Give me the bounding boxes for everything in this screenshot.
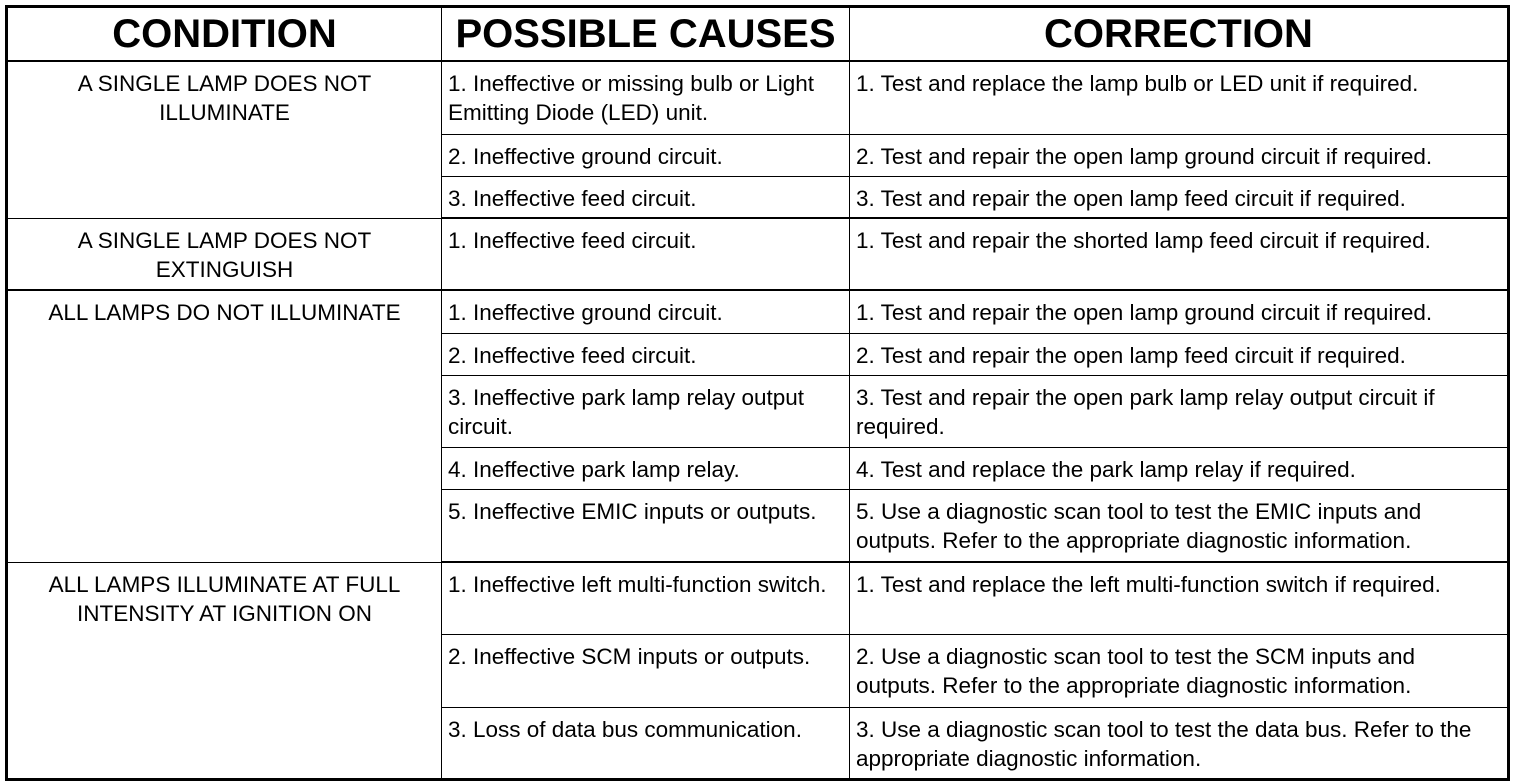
header-condition: CONDITION — [7, 7, 442, 62]
cause-cell: 1. Ineffective left multi-function switch. — [442, 562, 850, 634]
cause-cell: 2. Ineffective ground circuit. — [442, 134, 850, 176]
cause-cell: 1. Ineffective feed circuit. — [442, 218, 850, 290]
header-row — [7, 7, 1509, 62]
cause-cell: 4. Ineffective park lamp relay. — [442, 447, 850, 489]
table-row — [7, 61, 1509, 134]
condition-cell: A SINGLE LAMP DOES NOT EXTINGUISH — [7, 218, 442, 290]
cause-cell: 5. Ineffective EMIC inputs or outputs. — [442, 489, 850, 562]
correction-cell: 1. Test and replace the left multi-function switch if required. — [850, 562, 1509, 634]
correction-cell: 5. Use a diagnostic scan tool to test the EMIC inputs and outputs. Refer to the appropriate diagnostic information. — [850, 489, 1509, 562]
correction-cell: 2. Test and repair the open lamp ground circuit if required. — [850, 134, 1509, 176]
condition-cell: A SINGLE LAMP DOES NOT ILLUMINATE — [7, 61, 442, 218]
condition-cell: ALL LAMPS ILLUMINATE AT FULL INTENSITY AT IGNITION ON — [7, 562, 442, 779]
correction-cell: 3. Use a diagnostic scan tool to test the data bus. Refer to the appropriate diagnostic information. — [850, 707, 1509, 779]
correction-cell: 4. Test and replace the park lamp relay if required. — [850, 447, 1509, 489]
cause-cell: 3. Loss of data bus communication. — [442, 707, 850, 779]
cause-cell: 3. Ineffective feed circuit. — [442, 176, 850, 218]
correction-cell: 3. Test and repair the open lamp feed circuit if required. — [850, 176, 1509, 218]
table-row — [7, 218, 1509, 290]
correction-cell: 2. Test and repair the open lamp feed circuit if required. — [850, 333, 1509, 375]
cause-cell: 2. Ineffective feed circuit. — [442, 333, 850, 375]
header-correction: CORRECTION — [850, 7, 1509, 62]
table-row — [7, 562, 1509, 634]
correction-cell: 2. Use a diagnostic scan tool to test the SCM inputs and outputs. Refer to the appropriate diagnostic information. — [850, 634, 1509, 707]
cause-cell: 3. Ineffective park lamp relay output circuit. — [442, 375, 850, 447]
correction-cell: 3. Test and repair the open park lamp relay output circuit if required. — [850, 375, 1509, 447]
header-possible-causes: POSSIBLE CAUSES — [442, 7, 850, 62]
correction-cell: 1. Test and replace the lamp bulb or LED unit if required. — [850, 61, 1509, 134]
correction-cell: 1. Test and repair the open lamp ground circuit if required. — [850, 290, 1509, 333]
table-row — [7, 290, 1509, 333]
cause-cell: 1. Ineffective ground circuit. — [442, 290, 850, 333]
diagnosis-table — [5, 5, 1510, 781]
cause-cell: 1. Ineffective or missing bulb or Light Emitting Diode (LED) unit. — [442, 61, 850, 134]
condition-cell: ALL LAMPS DO NOT ILLUMINATE — [7, 290, 442, 562]
correction-cell: 1. Test and repair the shorted lamp feed circuit if required. — [850, 218, 1509, 290]
cause-cell: 2. Ineffective SCM inputs or outputs. — [442, 634, 850, 707]
